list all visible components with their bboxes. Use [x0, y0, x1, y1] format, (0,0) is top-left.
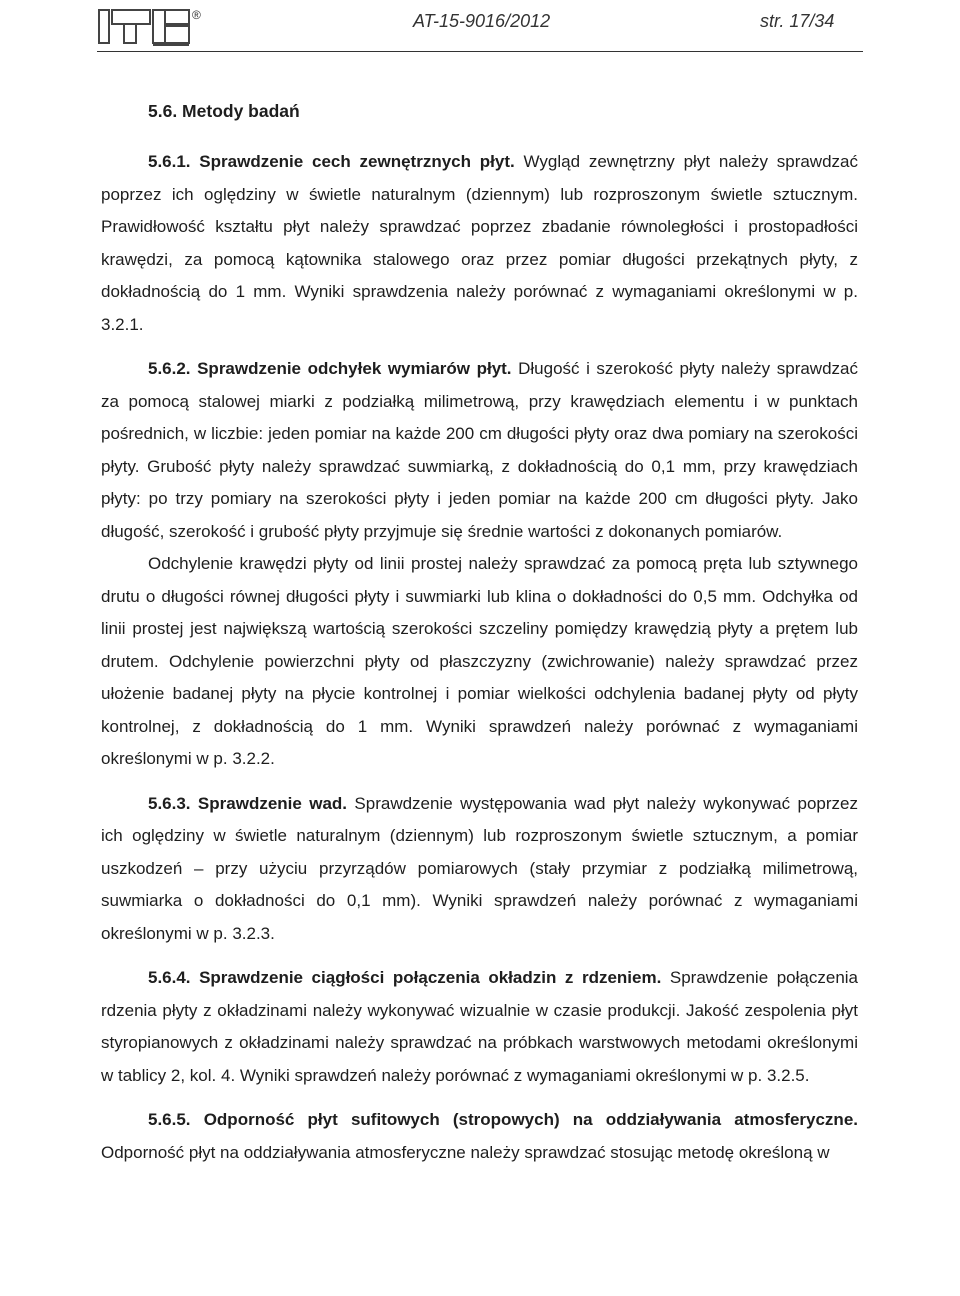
paragraph-lead: 5.6.5. Odporność płyt sufitowych (stropowych) na oddziaływania atmosferyczne. — [148, 1110, 858, 1129]
paragraph-text: Odchylenie krawędzi płyty od linii prostej należy sprawdzać za pomocą pręta lub sztywnego drutu o długości równej długości płyty i suwmiarki lub klina o dokładności do 0,5 mm. Odchyłka od linii prostej jest największą wartością szerokości szczeliny pomiędzy krawędzią płyty a prętem lub drutem. Odchylenie powierzchni płyty od płaszczyzny (zwichrowanie) należy sprawdzać przez ułożenie badanej płyty na płycie kontrolnej i pomiar wielkości odchylenia badanej płyty od płyty kontrolnej, z dokładnością do 1 mm. Wyniki sprawdzeń należy porównać z wymaganiami określonymi w p. 3.2.2. — [101, 554, 858, 768]
header-divider — [97, 51, 863, 52]
itb-logo-icon — [97, 6, 209, 48]
paragraph-lead: 5.6.1. Sprawdzenie cech zewnętrznych płyt. — [148, 152, 515, 171]
registered-mark: ® — [192, 8, 201, 22]
paragraph-5-6-3 — [101, 788, 858, 951]
paragraph-5-6-1 — [101, 146, 858, 341]
page-number: str. 17/34 — [760, 11, 835, 31]
paragraph-deviation — [101, 548, 858, 776]
paragraph-5-6-2 — [101, 353, 858, 548]
page-header — [0, 0, 960, 60]
itb-logo — [97, 6, 209, 53]
paragraph-5-6-5 — [101, 1104, 858, 1169]
section-title: 5.6. Metody badań — [148, 101, 300, 121]
paragraph-text: Sprawdzenie występowania wad płyt należy wykonywać poprzez ich oględziny w świetle naturalnym (dziennym) lub rozproszonym świetle sztucznym, a pomiar uszkodzeń – przy użyciu przyrządów pomiarowych (stały przymiar z podziałką milimetrową, suwmiarka o dokładności do 0,1 mm). Wyniki sprawdzeń należy porównać z wymaganiami określonymi w p. 3.2.3. — [101, 793, 858, 943]
paragraph-text: Odporność płyt na oddziaływania atmosferyczne należy sprawdzać stosując metodę określoną w — [101, 1142, 830, 1162]
paragraph-lead: 5.6.2. Sprawdzenie odchyłek wymiarów płyt. — [148, 359, 512, 378]
paragraph-lead: 5.6.4. Sprawdzenie ciągłości połączenia okładzin z rdzeniem. — [148, 968, 662, 987]
paragraph-text: Sprawdzenie połączenia rdzenia płyty z okładzinami należy wykonywać wizualnie w czasie produkcji. Jakość zespolenia płyt styropianowych z okładzinami należy sprawdzać na próbkach warstwowych metodami określonymi w tablicy 2, kol. 4. Wyniki sprawdzeń należy porównać z wymaganiami określonymi w p. 3.2.5. — [101, 968, 859, 1085]
document-number: AT-15-9016/2012 — [413, 11, 551, 31]
paragraph-text: Wygląd zewnętrzny płyt należy sprawdzać poprzez ich oględziny w świetle naturalnym (dziennym) lub rozproszonym świetle sztucznym. Prawidłowość kształtu płyt należy sprawdzać poprzez zbadanie równoległości i prostopadłości krawędzi, za pomocą kątownika stalowego oraz przez pomiar długości przekątnych płyty, z dokładnością do 1 mm. Wyniki sprawdzenia należy porównać z wymaganiami określonymi w p. 3.2.1. — [101, 152, 858, 334]
document-body — [101, 84, 858, 1169]
paragraph-5-6-4 — [101, 962, 858, 1092]
paragraph-text: Długość i szerokość płyty należy sprawdzać za pomocą stalowej miarki z podziałką milimetrową, przy krawędziach elementu i w punktach pośrednich, w liczbie: jeden pomiar na każde 200 cm długości płyty oraz dwa pomiary na szerokości płyty. Grubość płyty należy sprawdzać suwmiarką, z dokładnością do 0,1 mm, przy krawędziach płyty: po trzy pomiary na szerokości płyty i jeden pomiar na każde 200 cm długości płyty. Jako długość, szerokość i grubość płyty przyjmuje się średnie wartości z dokonanych pomiarów. — [101, 359, 858, 541]
paragraph-lead: 5.6.3. Sprawdzenie wad. — [148, 793, 348, 813]
